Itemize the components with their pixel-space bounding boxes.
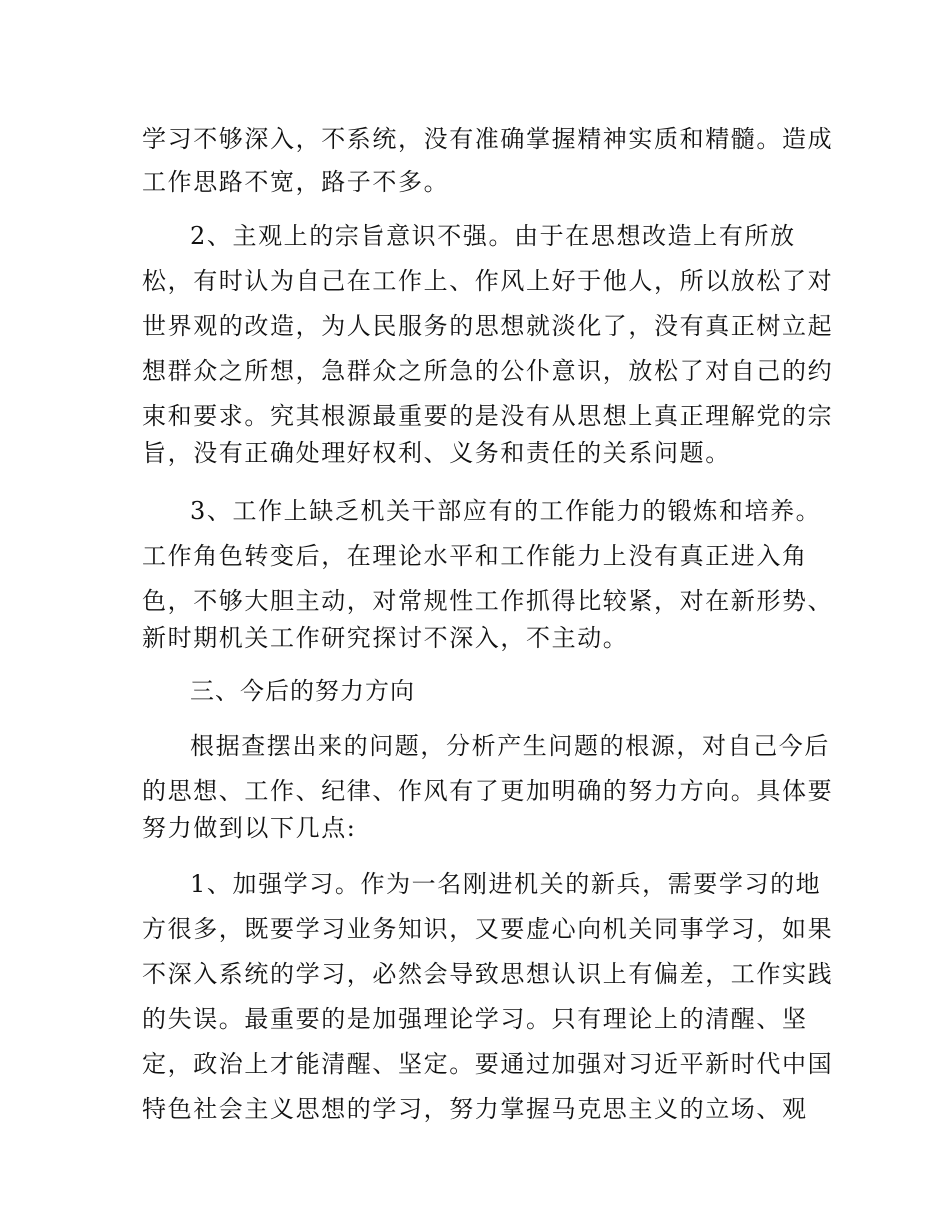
paragraph-3-line-2: 工作角色转变后，在理论水平和工作能力上没有真正进入角 bbox=[142, 542, 808, 570]
section-heading: 三、今后的努力方向 bbox=[190, 677, 415, 705]
paragraph-5-line-3: 努力做到以下几点: bbox=[142, 814, 357, 842]
paragraph-6-line-5: 定，政治上才能清醒、坚定。要通过加强对习近平新时代中国 bbox=[142, 1050, 834, 1078]
paragraph-6-line-6: 特色社会主义思想的学习，努力掌握马克思主义的立场、观 bbox=[142, 1095, 808, 1123]
paragraph-2-line-5: 束和要求。究其根源最重要的是没有从思想上真正理解党的宗 bbox=[142, 402, 834, 430]
paragraph-2-line-4: 想群众之所想，急群众之所急的公仆意识，放松了对自己的约 bbox=[142, 357, 834, 385]
paragraph-6-line-2: 方很多，既要学习业务知识，又要虚心向机关同事学习，如果 bbox=[142, 915, 834, 943]
paragraph-1-line-1: 学习不够深入，不系统，没有准确掌握精神实质和精髓。造成 bbox=[142, 125, 834, 153]
paragraph-2-line-2: 松，有时认为自己在工作上、作风上好于他人，所以放松了对 bbox=[142, 267, 834, 295]
paragraph-2-line-1: 2、主观上的宗旨意识不强。由于在思想改造上有所放 bbox=[190, 222, 796, 250]
paragraph-5-line-2: 的思想、工作、纪律、作风有了更加明确的努力方向。具体要 bbox=[142, 777, 834, 805]
paragraph-2-line-3: 世界观的改造，为人民服务的思想就淡化了，没有真正树立起 bbox=[142, 312, 834, 340]
paragraph-5-line-1: 根据查摆出来的问题，分析产生问题的根源，对自己今后 bbox=[190, 732, 830, 760]
paragraph-3-line-1: 3、工作上缺乏机关干部应有的工作能力的锻炼和培养。 bbox=[190, 497, 822, 525]
paragraph-3-line-3: 色，不够大胆主动，对常规性工作抓得比较紧，对在新形势、 bbox=[142, 587, 834, 615]
paragraph-2-line-6: 旨，没有正确处理好权利、义务和责任的关系问题。 bbox=[142, 439, 731, 467]
paragraph-6-line-3: 不深入系统的学习，必然会导致思想认识上有偏差，工作实践 bbox=[142, 960, 834, 988]
paragraph-6-line-1: 1、加强学习。作为一名刚进机关的新兵，需要学习的地 bbox=[190, 870, 822, 898]
paragraph-3-line-4: 新时期机关工作研究探讨不深入，不主动。 bbox=[142, 624, 629, 652]
paragraph-1-line-2: 工作思路不宽，路子不多。 bbox=[142, 168, 450, 196]
paragraph-6-line-4: 的失误。最重要的是加强理论学习。只有理论上的清醒、坚 bbox=[142, 1005, 808, 1033]
